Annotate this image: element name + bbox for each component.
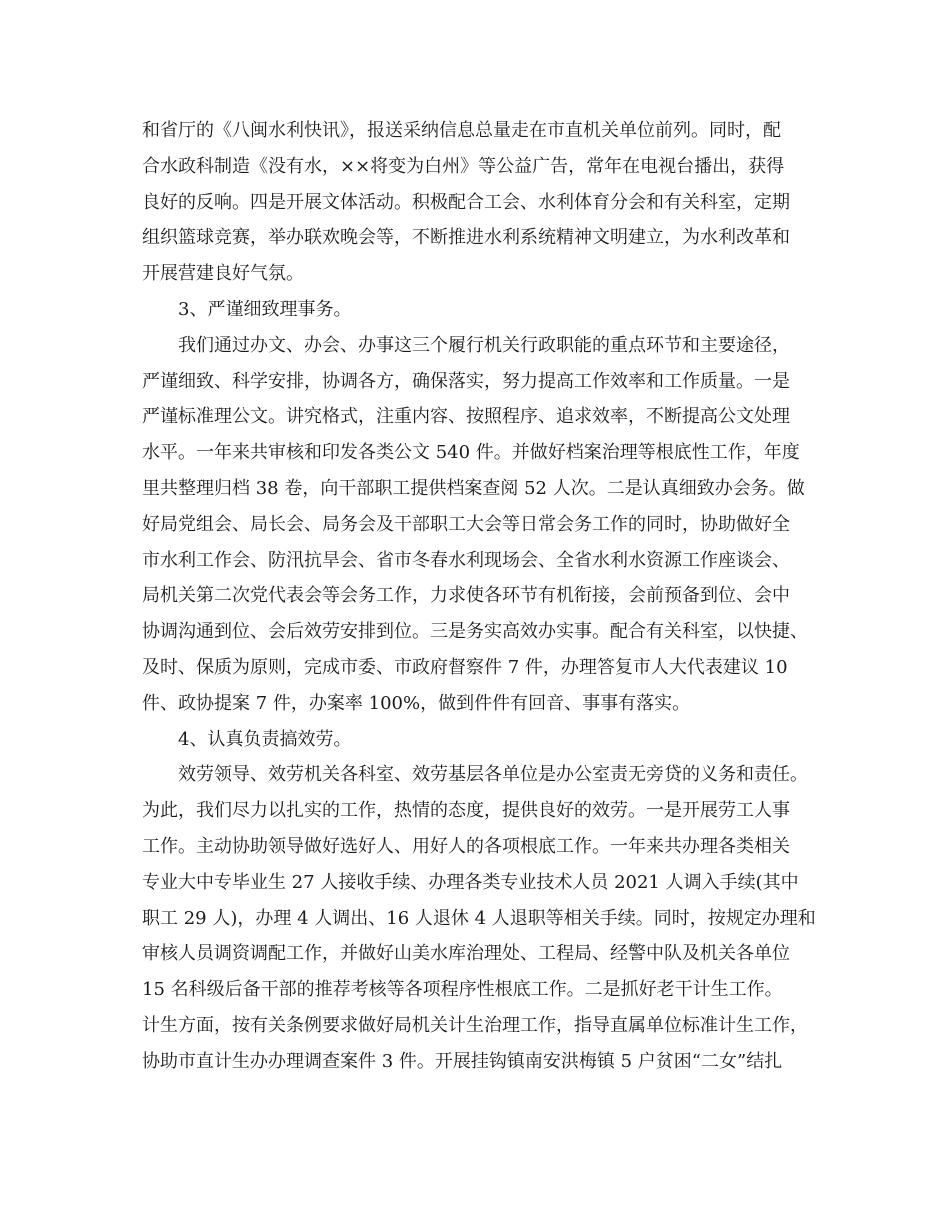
text-line: 严谨标准理公文。讲究格式，注重内容、按照程序、追求效率，不断提高公文处理 xyxy=(142,406,790,428)
text-line: 效劳领导、效劳机关各科室、效劳基层各单位是办公室责无旁贷的义务和责任。 xyxy=(178,764,808,786)
text-line: 15 名科级后备干部的推荐考核等各项程序性根底工作。二是抓好老干计生工作。 xyxy=(142,979,783,1001)
text-line: 件、政协提案 7 件，办案率 100%，做到件件有回音、事事有落实。 xyxy=(142,692,691,714)
text-line: 局机关第二次党代表会等会务工作，力求使各环节有机衔接，会前预备到位、会中 xyxy=(142,585,790,607)
text-line: 我们通过办文、办会、办事这三个履行机关行政职能的重点环节和主要途径， xyxy=(178,334,790,356)
document-body xyxy=(142,113,822,1080)
text-line: 组织篮球竞赛，举办联欢晚会等，不断推进水利系统精神文明建立，为水利改革和 xyxy=(142,227,790,249)
text-line: 协调沟通到位、会后效劳安排到位。三是务实高效办实事。配合有关科室，以快捷、 xyxy=(142,621,808,643)
text-line: 审核人员调资调配工作，并做好山美水库治理处、工程局、经警中队及机关各单位 xyxy=(142,943,790,965)
text-line: 职工 29 人)，办理 4 人调出、16 人退休 4 人退职等相关手续。同时，按规定办理和 xyxy=(142,907,816,929)
text-line: 为此，我们尽力以扎实的工作，热情的态度，提供良好的效劳。一是开展劳工人事 xyxy=(142,800,790,822)
text-line: 里共整理归档 38 卷，向干部职工提供档案查阅 52 人次。二是认真细致办会务。做 xyxy=(142,477,805,499)
text-line: 和省厅的《八闽水利快讯》，报送采纳信息总量走在市直机关单位前列。同时，配 xyxy=(142,120,781,141)
text-line: 良好的反响。四是开展文体活动。积极配合工会、水利体育分会和有关科室，定期 xyxy=(142,191,790,213)
text-line: 市水利工作会、防汛抗旱会、省市冬春水利现场会、全省水利水资源工作座谈会、 xyxy=(142,549,790,571)
text-line: 水平。一年来共审核和印发各类公文 540 件。并做好档案治理等根底性工作，年度 xyxy=(142,442,800,464)
text-line: 合水政科制造《没有水，××将变为白州》等公益广告，常年在电视台播出，获得 xyxy=(142,155,785,177)
text-line: 专业大中专毕业生 27 人接收手续、办理各类专业技术人员 2021 人调入手续(其中 xyxy=(142,871,799,893)
text-line: 开展营建良好气氛。 xyxy=(142,263,304,285)
text-line: 计生方面，按有关条例要求做好局机关计生治理工作，指导直属单位标准计生工作， xyxy=(142,1014,808,1036)
text-line: 工作。主动协助领导做好选好人、用好人的各项根底工作。一年来共办理各类相关 xyxy=(142,835,790,857)
text-line: 好局党组会、局长会、局务会及干部职工大会等日常会务工作的同时，协助做好全 xyxy=(142,513,790,535)
text-line: 4、认真负责搞效劳。 xyxy=(178,728,352,750)
text-line: 协助市直计生办办理调查案件 3 件。开展挂钩镇南安洪梅镇 5 户贫困“二女”结扎 xyxy=(142,1050,783,1072)
text-line: 及时、保质为原则，完成市委、市政府督察件 7 件，办理答复市人大代表建议 10 xyxy=(142,656,788,678)
text-line: 严谨细致、科学安排，协调各方，确保落实，努力提高工作效率和工作质量。一是 xyxy=(142,370,790,392)
text-line: 3、严谨细致理事务。 xyxy=(178,298,352,320)
